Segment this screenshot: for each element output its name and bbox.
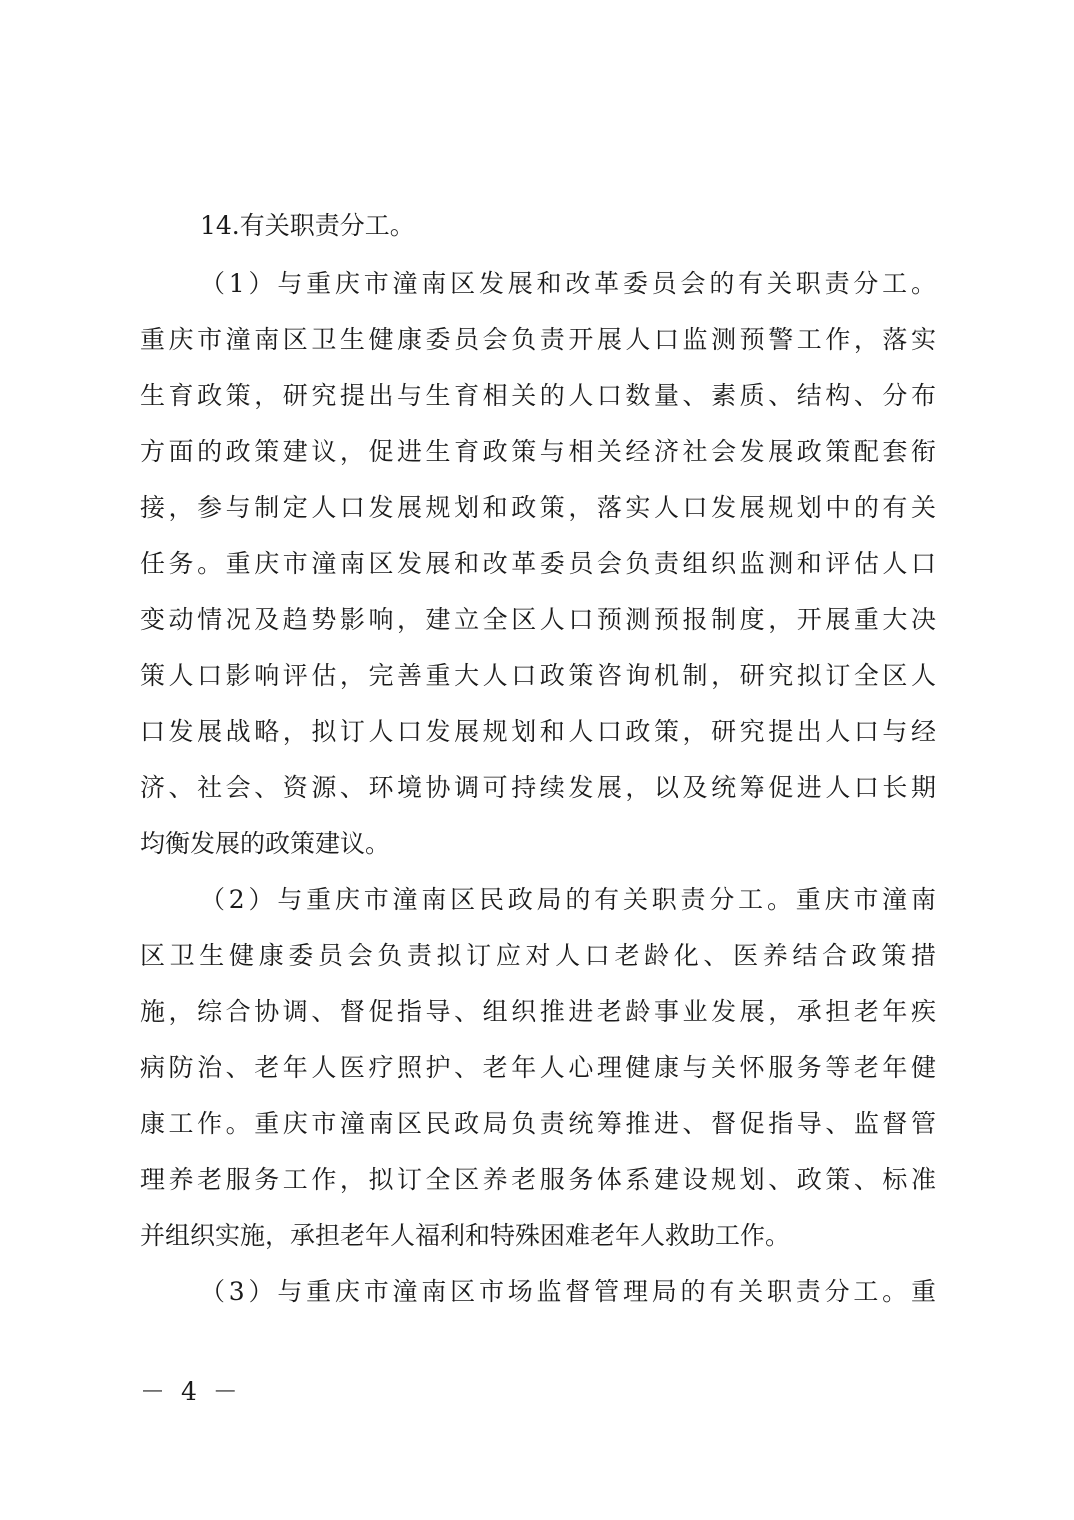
paragraph-3-heading: （3）与重庆市潼南区市场监督管理局的有关职责分工。重 — [200, 1277, 936, 1306]
paragraph-line: 接，参与制定人口发展规划和政策，落实人口发展规划中的有关 — [140, 493, 936, 522]
paragraph-line: 任务。重庆市潼南区发展和改革委员会负责组织监测和评估人口 — [140, 549, 936, 578]
page-number: － 4 － — [140, 1377, 242, 1406]
paragraph-line: 济、社会、资源、环境协调可持续发展，以及统筹促进人口长期 — [140, 773, 936, 802]
paragraph-1-heading: （1）与重庆市潼南区发展和改革委员会的有关职责分工。 — [200, 269, 936, 298]
paragraph-line: 口发展战略，拟订人口发展规划和人口政策，研究提出人口与经 — [140, 717, 936, 746]
paragraph-line: 区卫生健康委员会负责拟订应对人口老龄化、医养结合政策措 — [140, 941, 936, 970]
paragraph-line: 理养老服务工作，拟订全区养老服务体系建设规划、政策、标准 — [140, 1165, 936, 1194]
paragraph-line: 变动情况及趋势影响，建立全区人口预测预报制度，开展重大决 — [140, 605, 936, 634]
paragraph-line: 方面的政策建议，促进生育政策与相关经济社会发展政策配套衔 — [140, 437, 936, 466]
paragraph-line: 均衡发展的政策建议。 — [140, 829, 391, 858]
paragraph-line: 病防治、老年人医疗照护、老年人心理健康与关怀服务等老年健 — [140, 1053, 936, 1082]
paragraph-line: 生育政策，研究提出与生育相关的人口数量、素质、结构、分布 — [140, 381, 936, 410]
paragraph-line: 并组织实施，承担老年人福利和特殊困难老年人救助工作。 — [140, 1221, 791, 1250]
paragraph-line: 策人口影响评估，完善重大人口政策咨询机制，研究拟订全区人 — [140, 661, 936, 690]
paragraph-line: 康工作。重庆市潼南区民政局负责统筹推进、督促指导、监督管 — [140, 1109, 936, 1138]
section-heading: 14.有关职责分工。 — [200, 211, 415, 240]
paragraph-line: 施，综合协调、督促指导、组织推进老龄事业发展，承担老年疾 — [140, 997, 936, 1026]
paragraph-line: 重庆市潼南区卫生健康委员会负责开展人口监测预警工作，落实 — [140, 325, 936, 354]
paragraph-2-heading: （2）与重庆市潼南区民政局的有关职责分工。重庆市潼南 — [200, 885, 936, 914]
